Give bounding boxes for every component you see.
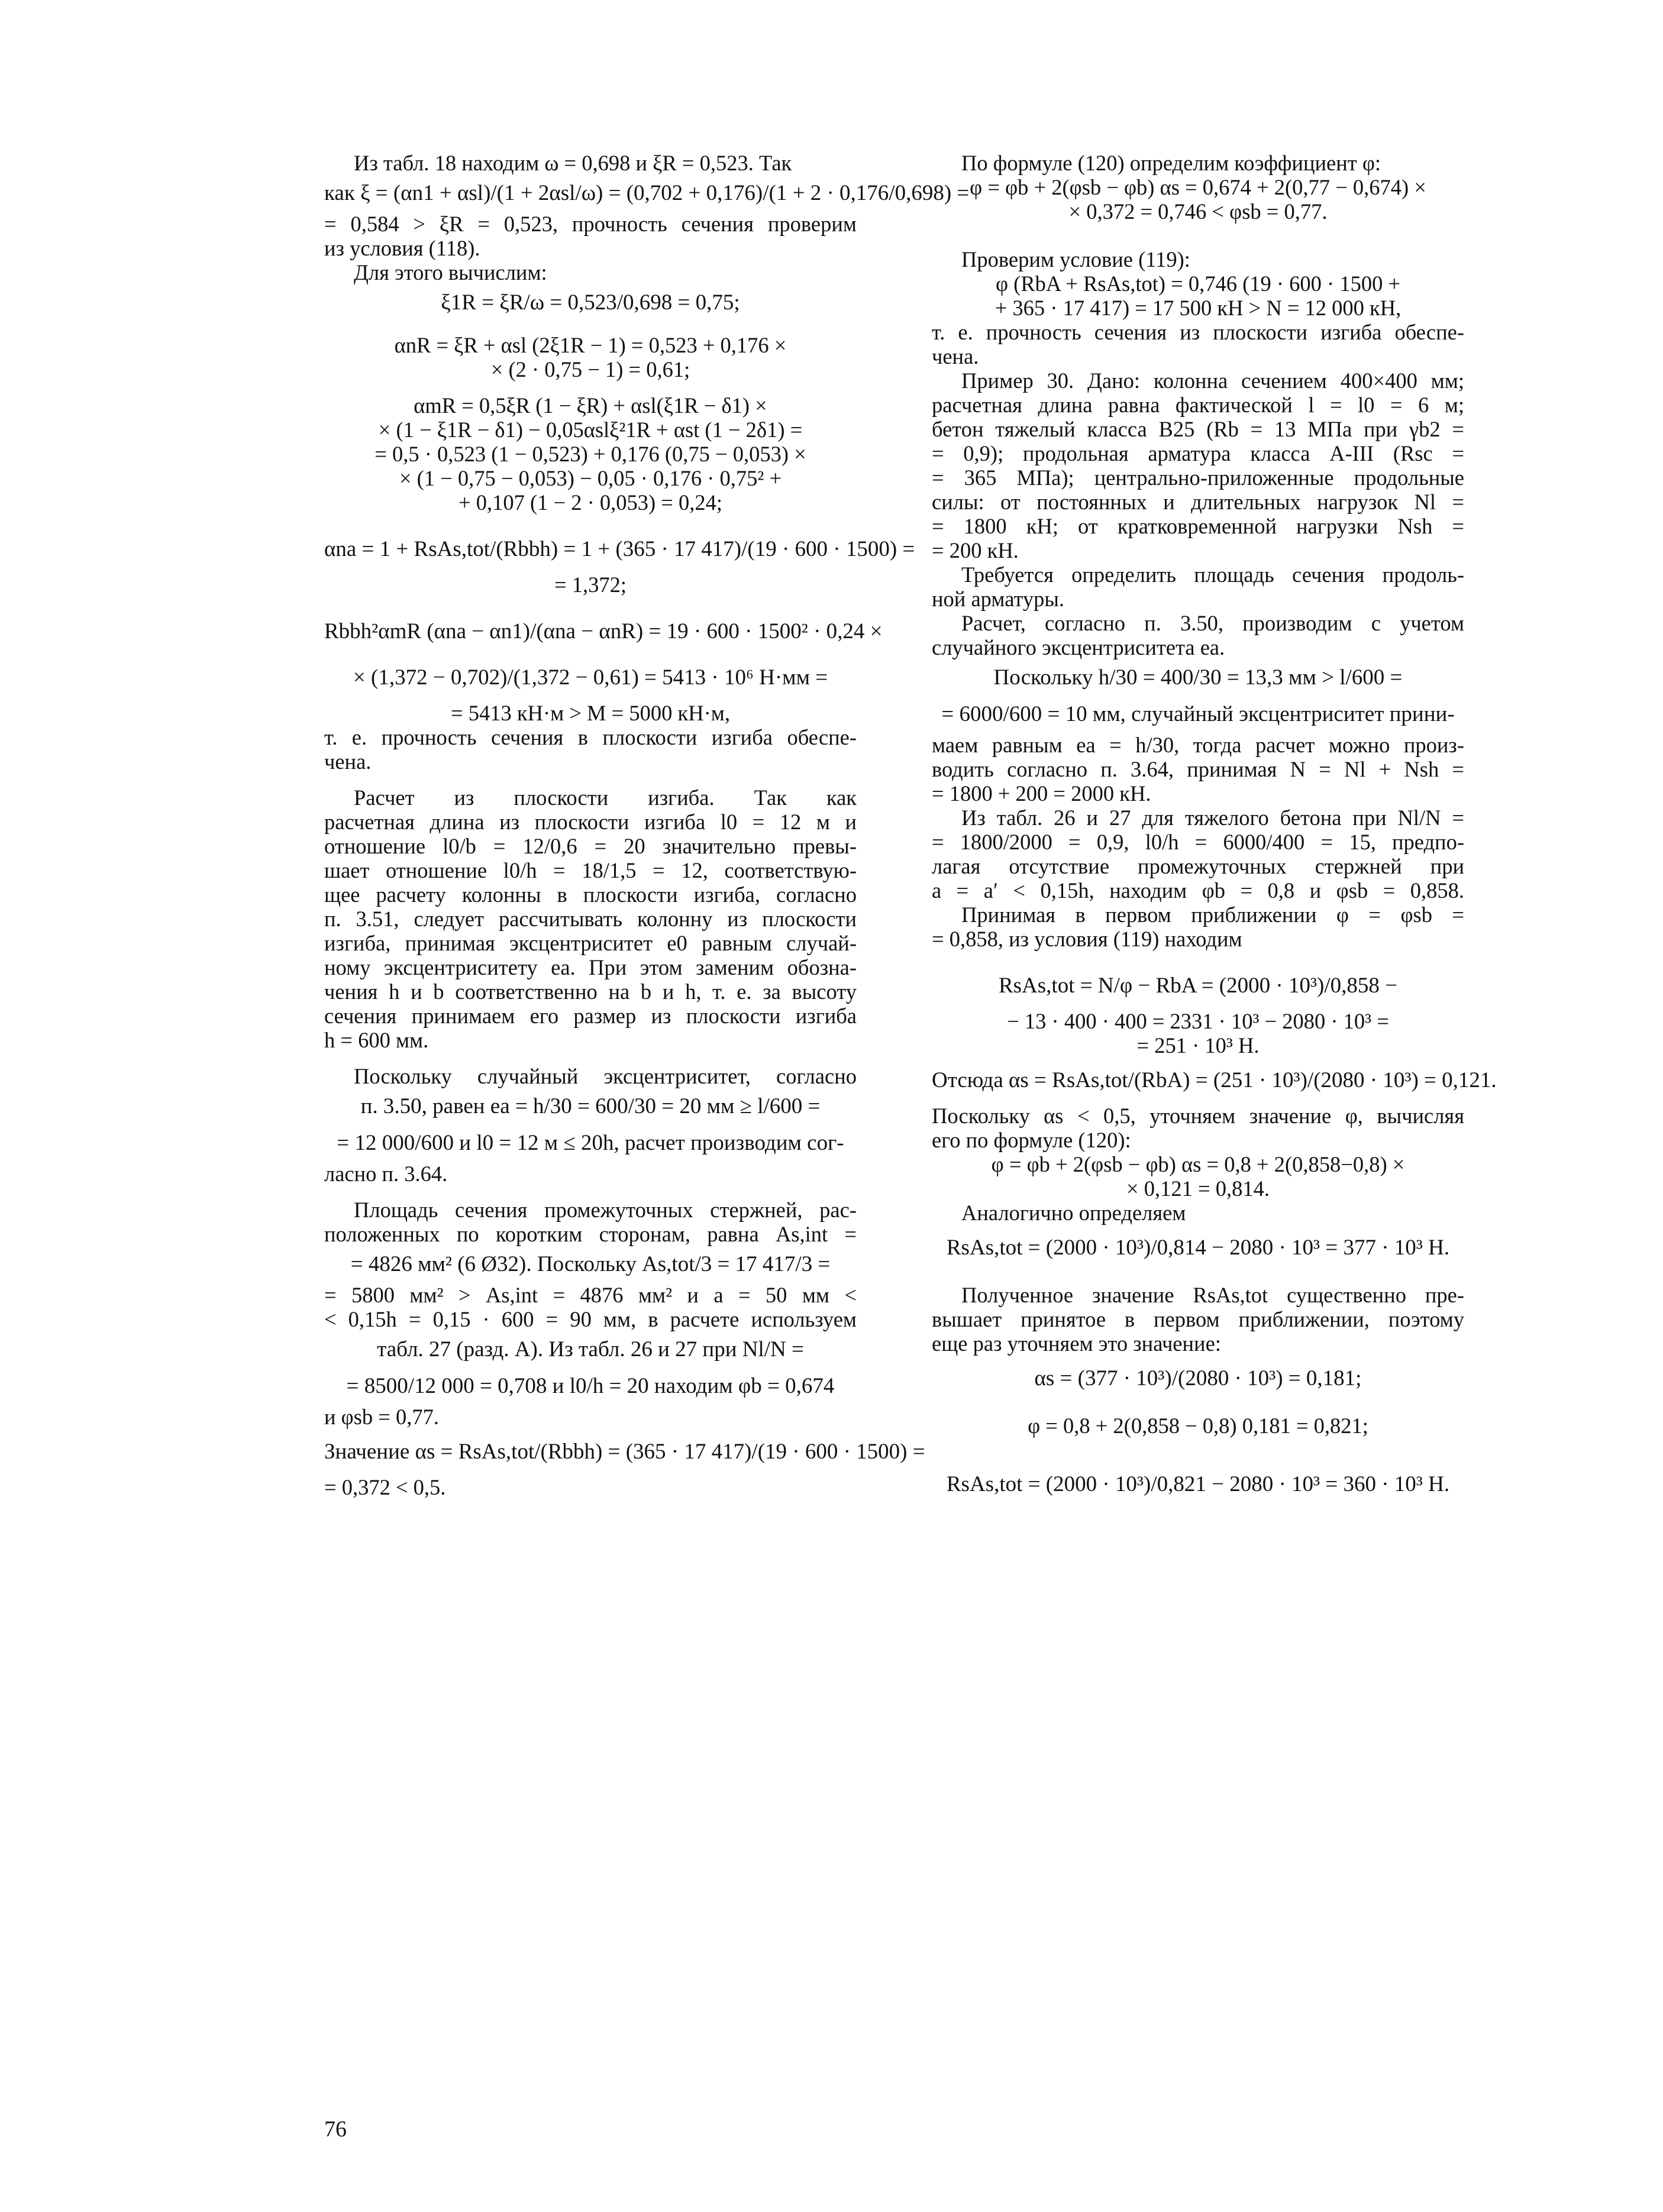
spacer [324,597,857,609]
text-line: × 0,121 = 0,814. [1126,1176,1270,1201]
text-line: = 1800/2000 = 0,9, l0/h = 6000/400 = 15, предпо- [932,830,1464,854]
formula-line: αs = (377 · 10³)/(2080 · 10³) = 0,181; [1034,1366,1362,1390]
text-line: Проверим условие (119): [961,247,1190,271]
text-line: = 251 · 10³ Н. [1136,1033,1260,1058]
text-line: Поскольку αs < 0,5, уточняем значение φ, вычисляя [932,1104,1464,1128]
text-line: его по формуле (120): [932,1128,1131,1152]
formula-line: RsAs,tot = N/φ − RbA = (2000 · 10³)/0,858 − [998,974,1398,998]
formula-line: п. 3.50, равен ea = h/30 = 600/30 = 20 мм ≥ l/600 = [360,1094,821,1118]
spacer [324,1186,857,1198]
text-line: т. е. прочность сечения в плоскости изгиба обеспе- [324,725,857,749]
spacer [932,224,1464,247]
text-line: Поскольку случайный эксцентриситет, согласно [354,1064,857,1088]
formula-line: Rbbh²αmR (αna − αn1)/(αna − αnR) = 19 · 600 · 1500² · 0,24 × [324,619,883,643]
text-line: из условия (118). [324,236,480,260]
text-line: Расчет из плоскости изгиба. Так как [354,785,857,810]
text-line: h = 600 мм. [324,1028,429,1052]
formula-line: × (1,372 − 0,702)/(1,372 − 0,61) = 5413 · 10⁶ Н·мм = [353,665,828,690]
text-line: п. 3.51, следует рассчитывать колонну из плоскости [324,907,857,931]
text-line: маем равным ea = h/30, тогда расчет можно произ- [932,733,1464,757]
text-line: = 1800 кН; от кратковременной нагрузки Nsh = [932,514,1464,538]
formula-line: = 4826 мм² (6 Ø32). Поскольку As,tot/3 = 17 417/3 = [350,1252,831,1276]
text-line: т. е. прочность сечения из плоскости изгиба обеспе- [932,320,1464,344]
text-line: силы: от постоянных и длительных нагрузок Nl = [932,490,1464,514]
text-line: = 0,9); продольная арматура класса А-III (Rsc = [932,441,1464,465]
text-line: = 0,858, из условия (119) находим [932,927,1242,951]
text-line: Площадь сечения промежуточных стержней, рас- [354,1198,857,1222]
text-line: × (2 · 0,75 − 1) = 0,61; [490,357,690,381]
text-line: Из табл. 26 и 27 для тяжелого бетона при Nl/N = [961,806,1464,830]
text-line: расчетная длина равна фактической l = l0 = 6 м; [932,393,1464,417]
text-line: ной арматуры. [932,587,1065,611]
text-line: Требуется определить площадь сечения продоль- [961,562,1464,587]
text-line: = 0,584 > ξR = 0,523, прочность сечения проверим [324,212,857,236]
text-line: Пример 30. Дано: колонна сечением 400×400 мм; [961,368,1464,393]
text-line: × (1 − ξ1R − δ1) − 0,05αslξ²1R + αst (1 − 2δ1) = [378,418,803,442]
text-line: ласно п. 3.64. [324,1162,448,1186]
spacer [324,515,857,526]
text-line: − 13 · 400 · 400 = 2331 · 10³ − 2080 · 10³ = [1007,1009,1389,1033]
text-line: положенных по коротким сторонам, равна As,int = [324,1222,857,1246]
formula-line: RsAs,tot = (2000 · 10³)/0,814 − 2080 · 10³ = 377 · 10³ Н. [946,1236,1450,1260]
spacer [324,774,857,785]
text-line: чена. [932,344,979,368]
text-line: = 200 кН. [932,538,1019,562]
text-line: = 5413 кН·м > M = 5000 кН·м, [451,701,730,725]
text-line: чения h и b соответственно на b и h, т. е. за высоту [324,979,857,1004]
text-line: щее расчету колонны в плоскости изгиба, согласно [324,882,857,907]
text-line: еще раз уточняем это значение: [932,1331,1221,1356]
text-line: сечения принимаем его размер из плоскости изгиба [324,1004,857,1028]
text-line: = 1800 + 200 = 2000 кН. [932,781,1151,806]
formula-line: = 12 000/600 и l0 = 12 м ≤ 20h, расчет производим сог- [337,1131,844,1155]
text-line: = 5800 мм² > As,int = 4876 мм² и a = 50 мм < [324,1283,857,1307]
text-line: φ = φb + 2(φsb − φb) αs = 0,8 + 2(0,858−0,8) × [991,1152,1405,1176]
page-number: 76 [324,2117,347,2142]
spacer [932,1438,1464,1461]
right-column [932,151,1497,1508]
text-line: шает отношение l0/h = 18/1,5 = 12, соответствую- [324,858,857,882]
text-line: случайного эксцентриситета ea. [932,635,1225,659]
formula-line: = 6000/600 = 10 мм, случайный эксцентриситет прини- [941,702,1455,726]
formula-line: как ξ = (αn1 + αsl)/(1 + 2αsl/ω) = (0,702 + 0,176)/(1 + 2 · 0,176/0,698) = [324,181,970,205]
text-line: < 0,15h = 0,15 · 600 = 90 мм, в расчете используем [324,1307,857,1331]
text-line: a = a′ < 0,15h, находим φb = 0,8 и φsb = 0,858. [932,878,1464,903]
text-line: изгиба, принимая эксцентриситет e0 равным случай- [324,931,857,955]
text-line: × 0,372 = 0,746 < φsb = 0,77. [1068,199,1328,224]
spacer [324,381,857,393]
text-line: расчетная длина из плоскости изгиба l0 = 12 м и [324,810,857,834]
formula-line: табл. 27 (разд. А). Из табл. 26 и 27 при Nl/N = [377,1337,804,1362]
text-line: + 0,107 (1 − 2 · 0,053) = 0,24; [458,490,722,515]
formula-line: Отсюда αs = RsAs,tot/(RbA) = (251 · 10³)/(2080 · 10³) = 0,121. [932,1068,1497,1092]
text-line: = 365 МПа); центрально-приложенные продольные [932,465,1464,490]
formula-line: αna = 1 + RsAs,tot/(Rbbh) = 1 + (365 · 17 417)/(19 · 600 · 1500) = [324,537,915,561]
text-line: = 0,5 · 0,523 (1 − 0,523) + 0,176 (0,75 − 0,053) × [374,442,806,466]
text-line: отношение l0/b = 12/0,6 = 20 значительно превы- [324,834,857,858]
text-line: Аналогично определяем [961,1201,1186,1225]
left-column [324,151,970,1499]
spacer [932,951,1464,963]
text-line: Полученное значение RsAs,tot существенно пре- [961,1283,1464,1307]
formula-line: RsAs,tot = (2000 · 10³)/0,821 − 2080 · 10³ = 360 · 10³ Н. [946,1472,1450,1496]
text-line: αnR = ξR + αsl (2ξ1R − 1) = 0,523 + 0,176 × [394,333,787,357]
text-line: водить согласно п. 3.64, принимая N = Nl + Nsh = [932,757,1464,781]
text-line: φ = φb + 2(φsb − φb) αs = 0,674 + 2(0,77 − 0,674) × [970,175,1426,199]
text-line: = 0,372 < 0,5. [324,1475,446,1499]
text-line: По формуле (120) определим коэффициент φ: [961,151,1381,175]
text-line: φ (RbA + RsAs,tot) = 0,746 (19 · 600 · 1500 + [995,271,1401,296]
text-line: ному эксцентриситету ea. При этом заменим обозна- [324,955,857,979]
text-line: Принимая в первом приближении φ = φsb = [961,903,1464,927]
text-line: лагая отсутствие промежуточных стержней при [932,854,1464,878]
formula-line: ξ1R = ξR/ω = 0,523/0,698 = 0,75; [441,290,740,315]
formula-line: = 8500/12 000 = 0,708 и l0/h = 20 находим φb = 0,674 [346,1374,835,1398]
spacer [932,1271,1464,1283]
text-line: φ = 0,8 + 2(0,858 − 0,8) 0,181 = 0,821; [1028,1414,1368,1438]
text-line: Расчет, согласно п. 3.50, производим с учетом [961,611,1464,635]
text-line: бетон тяжелый класса B25 (Rb = 13 МПа при γb2 = [932,417,1464,441]
text-line: × (1 − 0,75 − 0,053) − 0,05 · 0,176 · 0,75² + [399,466,782,490]
formula-line: Значение αs = RsAs,tot/(Rbbh) = (365 · 17 417)/(19 · 600 · 1500) = [324,1440,925,1464]
spacer [324,321,857,333]
text-line: αmR = 0,5ξR (1 − ξR) + αsl(ξ1R − δ1) × [414,393,767,418]
text-line: и φsb = 0,77. [324,1405,440,1429]
spacer [932,1402,1464,1414]
text-line: + 365 · 17 417) = 17 500 кН > N = 12 000 кН, [994,296,1402,320]
text-line: чена. [324,749,372,774]
text-line: Для этого вычислим: [354,260,547,284]
text-line: Из табл. 18 находим ω = 0,698 и ξR = 0,523. Так [354,151,792,175]
text-line: = 1,372; [554,573,627,597]
formula-line: Поскольку h/30 = 400/30 = 13,3 мм > l/600 = [993,665,1403,690]
text-line: вышает принятое в первом приближении, поэтому [932,1307,1464,1331]
spacer [324,1052,857,1064]
